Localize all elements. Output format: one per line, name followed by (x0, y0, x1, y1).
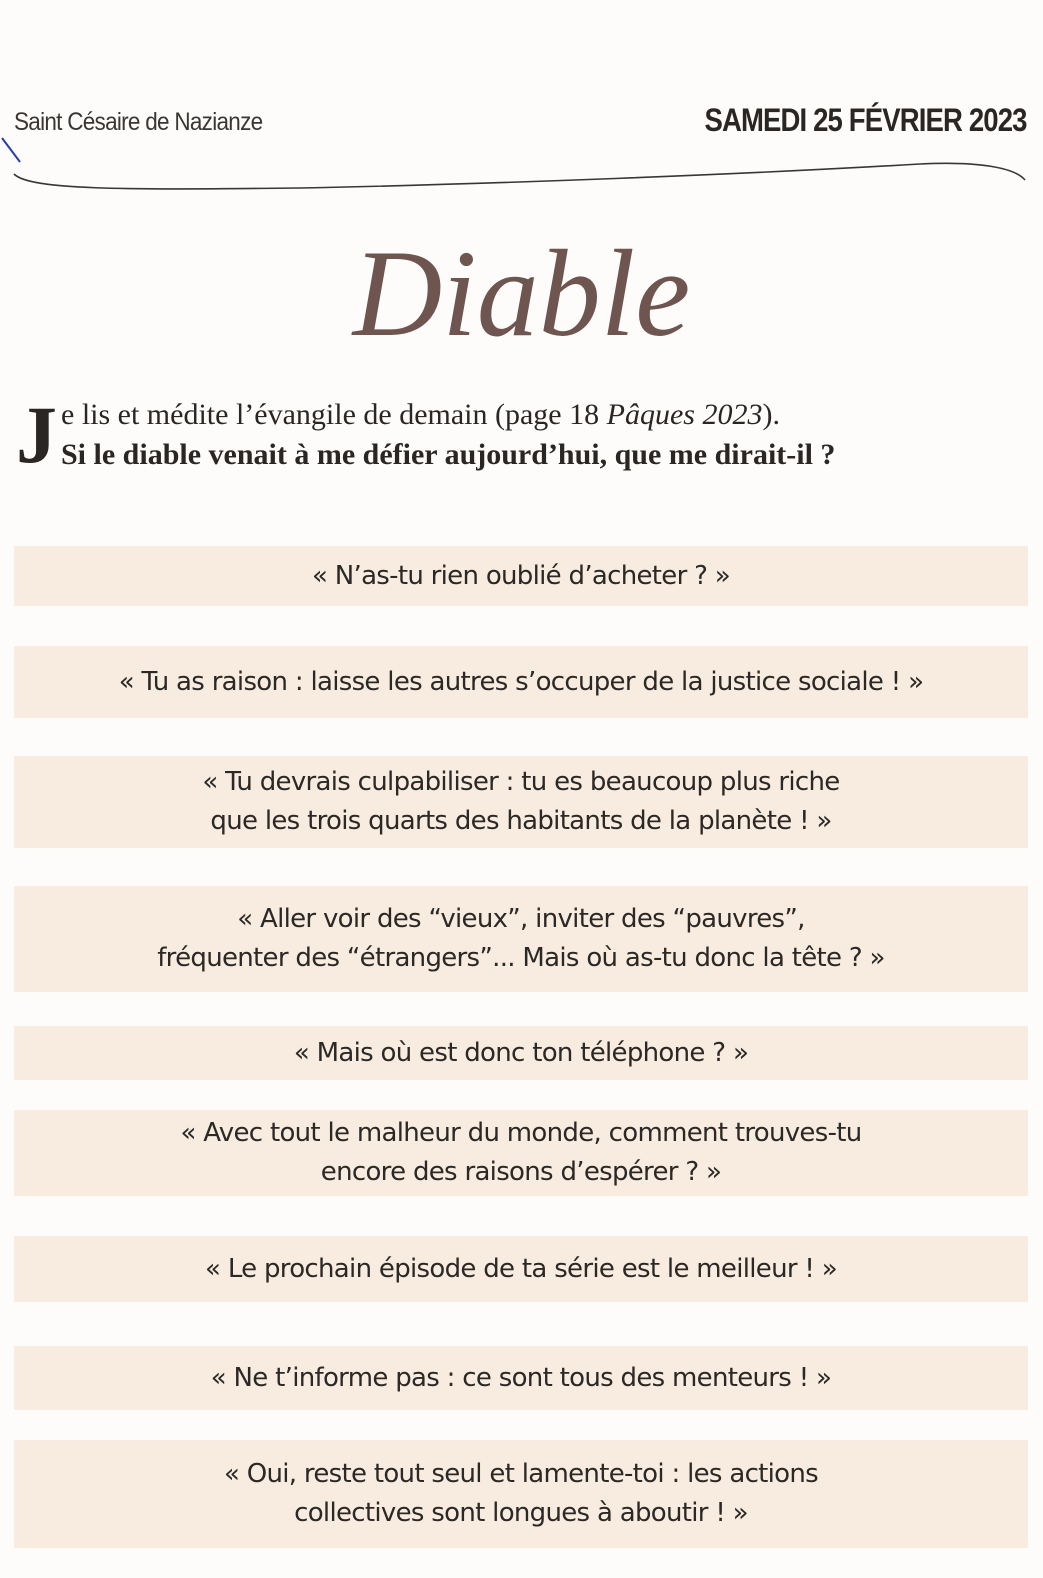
quote-line: fréquenter des “étrangers”... Mais où as-tu donc la tête ? » (157, 943, 885, 973)
quote-line: « Ne t’informe pas : ce sont tous des menteurs ! » (210, 1362, 832, 1393)
quote-line: « N’as-tu rien oublié d’acheter ? » (311, 560, 731, 591)
quote-band (14, 646, 1028, 718)
quote-line: que les trois quarts des habitants de la planète ! » (210, 806, 832, 836)
intro-text-end: ). (762, 398, 780, 431)
page-date: SAMEDI 25 FÉVRIER 2023 (704, 102, 1027, 138)
intro-paragraph (16, 389, 1026, 488)
intro-reference: Pâques 2023 (606, 398, 763, 431)
page-title: Diable (352, 225, 691, 362)
saint-of-the-day: Saint Césaire de Nazianze (14, 108, 263, 136)
quote-band (14, 1026, 1028, 1080)
quote-line: « Tu devrais culpabiliser : tu es beaucoup plus riche (202, 767, 840, 797)
quote-line: « Mais où est donc ton téléphone ? » (293, 1037, 749, 1068)
quote-band (14, 886, 1028, 992)
quote-band (14, 546, 1028, 606)
quote-band (14, 1346, 1028, 1410)
quote-band (14, 756, 1028, 848)
quote-band (14, 1236, 1028, 1302)
quote-line: « Aller voir des “vieux”, inviter des “pauvres”, (237, 904, 805, 934)
quote-band (14, 1110, 1028, 1196)
intro-line-1 (61, 398, 780, 432)
header-divider (0, 150, 1043, 200)
drop-cap: J (16, 389, 57, 480)
quote-line: « Avec tout le malheur du monde, comment trouves-tu (180, 1118, 862, 1148)
quote-line: « Le prochain épisode de ta série est le meilleur ! » (205, 1253, 837, 1284)
quote-line: « Oui, reste tout seul et lamente-toi : les actions (223, 1459, 819, 1489)
quote-line: encore des raisons d’espérer ? » (320, 1157, 722, 1187)
quote-line: collectives sont longues à aboutir ! » (294, 1498, 748, 1528)
quote-line: « Tu as raison : laisse les autres s’occuper de la justice sociale ! » (118, 666, 924, 697)
intro-question: Si le diable venait à me défier aujourd’hui, que me dirait-il ? (61, 438, 836, 471)
quote-band (14, 1440, 1028, 1548)
intro-text: e lis et médite l’évangile de demain (page 18 (61, 398, 607, 431)
